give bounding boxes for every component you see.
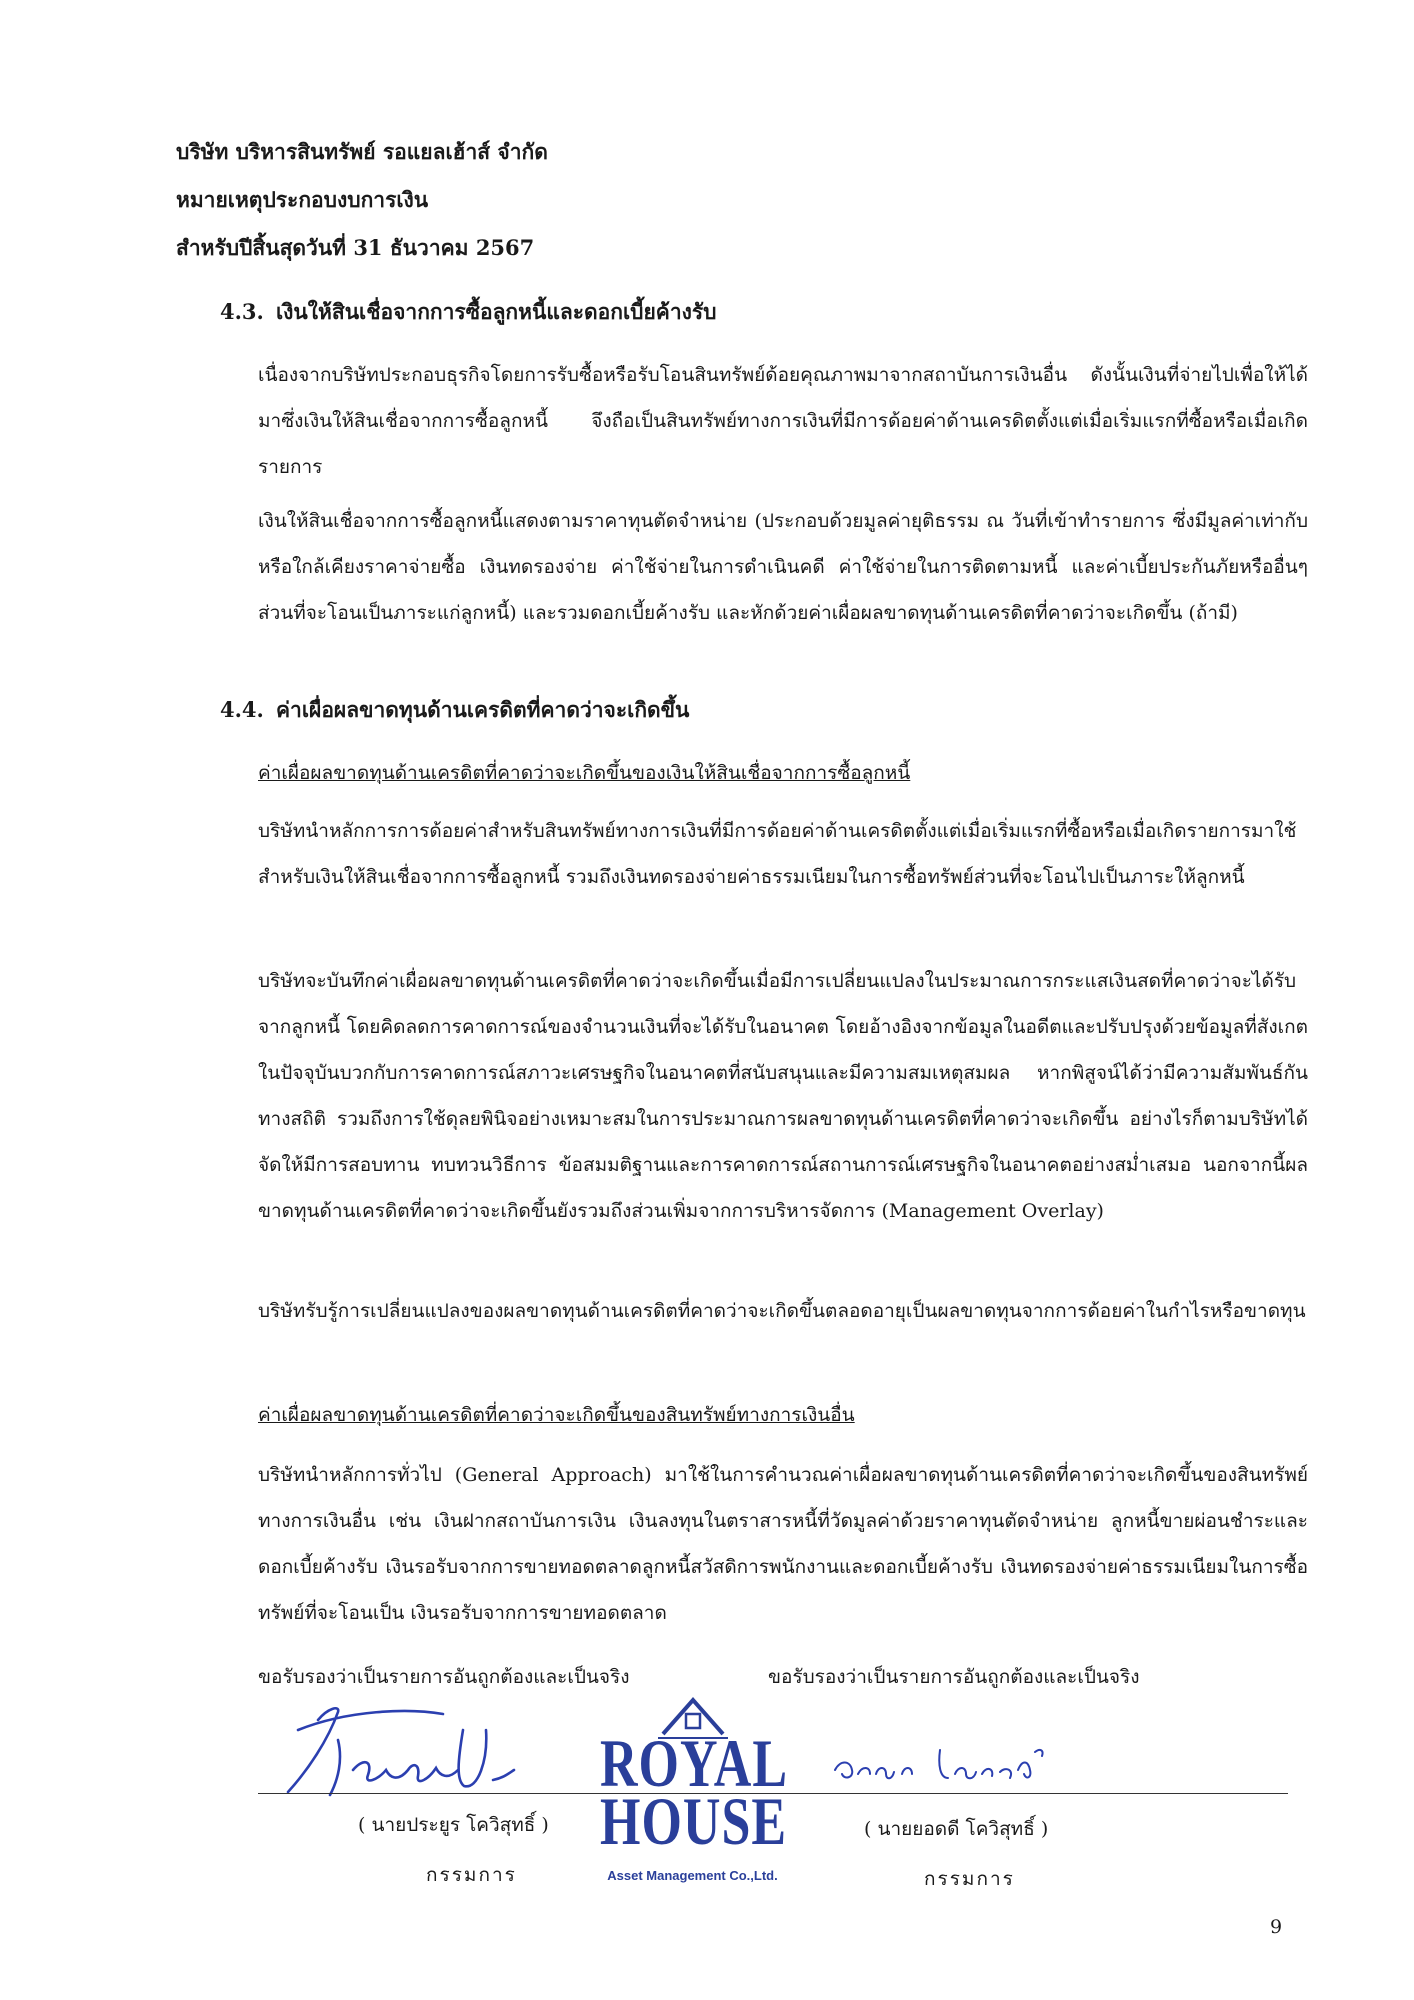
- section-title: เงินให้สินเชื่อจากการซื้อลูกหนี้และดอกเบี้ยค้างรับ: [276, 299, 717, 324]
- section-number: 4.3.: [220, 299, 264, 324]
- section-4-3-paragraph-1: เนื่องจากบริษัทประกอบธุรกิจโดยการรับซื้อหรือรับโอนสินทรัพย์ด้อยคุณภาพมาจากสถาบันการเงินอื่น ดังนั้นเงินที่จ่ายไปเพื่อให้ได้มาซึ่งเงินให้สินเชื่อจากการซื้อลูกหนี้ จึงถือเป็นสินทรัพย์ทางการเงินที่มีการด้อยค่าด้านเครดิตตั้งแต่เมื่อเริ่มแรกที่ซื้อหรือเมื่อเกิดรายการ: [258, 364, 1308, 478]
- logo-royal-text: ROYAL: [600, 1727, 789, 1802]
- signature-left: [268, 1700, 598, 1800]
- signatory-name-right: ( นายยอดดี โควิสุทธิ์ ): [864, 1818, 1049, 1840]
- document-header: [176, 128, 548, 272]
- certification-left: ขอรับรองว่าเป็นรายการอันถูกต้องและเป็นจริง: [258, 1666, 630, 1688]
- section-number: 4.4.: [220, 697, 264, 722]
- section-4-3-heading: [220, 296, 717, 329]
- section-4-4-paragraph-3: บริษัทรับรู้การเปลี่ยนแปลงของผลขาดทุนด้านเครดิตที่คาดว่าจะเกิดขึ้นตลอดอายุเป็นผลขาดทุนจากการด้อยค่าในกำไรหรือขาดทุน: [258, 1300, 1306, 1322]
- section-title: ค่าเผื่อผลขาดทุนด้านเครดิตที่คาดว่าจะเกิดขึ้น: [276, 697, 690, 722]
- company-name: บริษัท บริหารสินทรัพย์ รอแยลเฮ้าส์ จำกัด: [176, 139, 548, 164]
- signature-right: [830, 1740, 1070, 1790]
- reporting-period: สำหรับปีสิ้นสุดวันที่ 31 ธันวาคม 2567: [176, 235, 535, 260]
- logo-house-text: HOUSE: [600, 1785, 788, 1860]
- section-4-4-heading: [220, 694, 689, 727]
- signatory-role-right: กรรมการ: [924, 1868, 1015, 1890]
- section-4-4-paragraph-4: บริษัทนำหลักการทั่วไป (General Approach) มาใช้ในการคำนวณค่าเผื่อผลขาดทุนด้านเครดิตที่คาดว่าจะเกิดขึ้นของสินทรัพย์ทางการเงินอื่น เช่น เงินฝากสถาบันการเงิน เงินลงทุนในตราสารหนี้ที่วัดมูลค่าด้วยราคาทุนตัดจำหน่าย ลูกหนี้ขายผ่อนชำระและดอกเบี้ยค้างรับ เงินรอรับจากการขายทอดตลาดลูกหนี้สวัสดิการพนักงานและดอกเบี้ยค้างรับ เงินทดรองจ่ายค่าธรรมเนียมในการซื้อทรัพย์ที่จะโอนเป็น เงินรอรับจากการขายทอดตลาด: [258, 1464, 1308, 1624]
- document-title: หมายเหตุประกอบงบการเงิน: [176, 187, 429, 212]
- certification-right: ขอรับรองว่าเป็นรายการอันถูกต้องและเป็นจริง: [768, 1666, 1140, 1688]
- page-number: 9: [1270, 1916, 1283, 1938]
- signatory-role-left: กรรมการ: [426, 1864, 517, 1886]
- section-4-4-paragraph-1: บริษัทนำหลักการการด้อยค่าสำหรับสินทรัพย์ทางการเงินที่มีการด้อยค่าด้านเครดิตตั้งแต่เมื่อเริ่มแรกที่ซื้อหรือเมื่อเกิดรายการมาใช้สำหรับเงินให้สินเชื่อจากการซื้อลูกหนี้ รวมถึงเงินทดรองจ่ายค่าธรรมเนียมในการซื้อทรัพย์ส่วนที่จะโอนไปเป็นภาระให้ลูกหนี้: [258, 820, 1297, 888]
- subheading-loan-ecl: ค่าเผื่อผลขาดทุนด้านเครดิตที่คาดว่าจะเกิดขึ้นของเงินให้สินเชื่อจากการซื้อลูกหนี้: [258, 762, 911, 784]
- company-logo: [600, 1694, 789, 1889]
- logo-subtitle: Asset Management Co.,Ltd.: [607, 1868, 778, 1883]
- signatory-name-left: ( นายประยูร โควิสุทธิ์ ): [358, 1814, 549, 1836]
- subheading-other-assets-ecl: ค่าเผื่อผลขาดทุนด้านเครดิตที่คาดว่าจะเกิดขึ้นของสินทรัพย์ทางการเงินอื่น: [258, 1404, 855, 1426]
- section-4-3-paragraph-2: เงินให้สินเชื่อจากการซื้อลูกหนี้แสดงตามราคาทุนตัดจำหน่าย (ประกอบด้วยมูลค่ายุติธรรม ณ วันที่เข้าทำรายการ ซึ่งมีมูลค่าเท่ากับหรือใกล้เคียงราคาจ่ายซื้อ เงินทดรองจ่าย ค่าใช้จ่ายในการดำเนินคดี ค่าใช้จ่ายในการติดตามหนี้ และค่าเบี้ยประกันภัยหรืออื่นๆ ส่วนที่จะโอนเป็นภาระแก่ลูกหนี้) และรวมดอกเบี้ยค้างรับ และหักด้วยค่าเผื่อผลขาดทุนด้านเครดิตที่คาดว่าจะเกิดขึ้น (ถ้ามี): [258, 510, 1308, 624]
- section-4-4-paragraph-2: บริษัทจะบันทึกค่าเผื่อผลขาดทุนด้านเครดิตที่คาดว่าจะเกิดขึ้นเมื่อมีการเปลี่ยนแปลงในประมาณการกระแสเงินสดที่คาดว่าจะได้รับจากลูกหนี้ โดยคิดลดการคาดการณ์ของจำนวนเงินที่จะได้รับในอนาคต โดยอ้างอิงจากข้อมูลในอดีตและปรับปรุงด้วยข้อมูลที่สังเกตในปัจจุบันบวกกับการคาดการณ์สภาวะเศรษฐกิจในอนาคตที่สนับสนุนและมีความสมเหตุสมผล หากพิสูจน์ได้ว่ามีความสัมพันธ์กันทางสถิติ รวมถึงการใช้ดุลยพินิจอย่างเหมาะสมในการประมาณการผลขาดทุนด้านเครดิตที่คาดว่าจะเกิดขึ้น อย่างไรก็ตามบริษัทได้จัดให้มีการสอบทาน ทบทวนวิธีการ ข้อสมมติฐานและการคาดการณ์สถานการณ์เศรษฐกิจในอนาคตอย่างสม่ำเสมอ นอกจากนี้ผลขาดทุนด้านเครดิตที่คาดว่าจะเกิดขึ้นยังรวมถึงส่วนเพิ่มจากการบริหารจัดการ (Management Overlay): [258, 970, 1308, 1222]
